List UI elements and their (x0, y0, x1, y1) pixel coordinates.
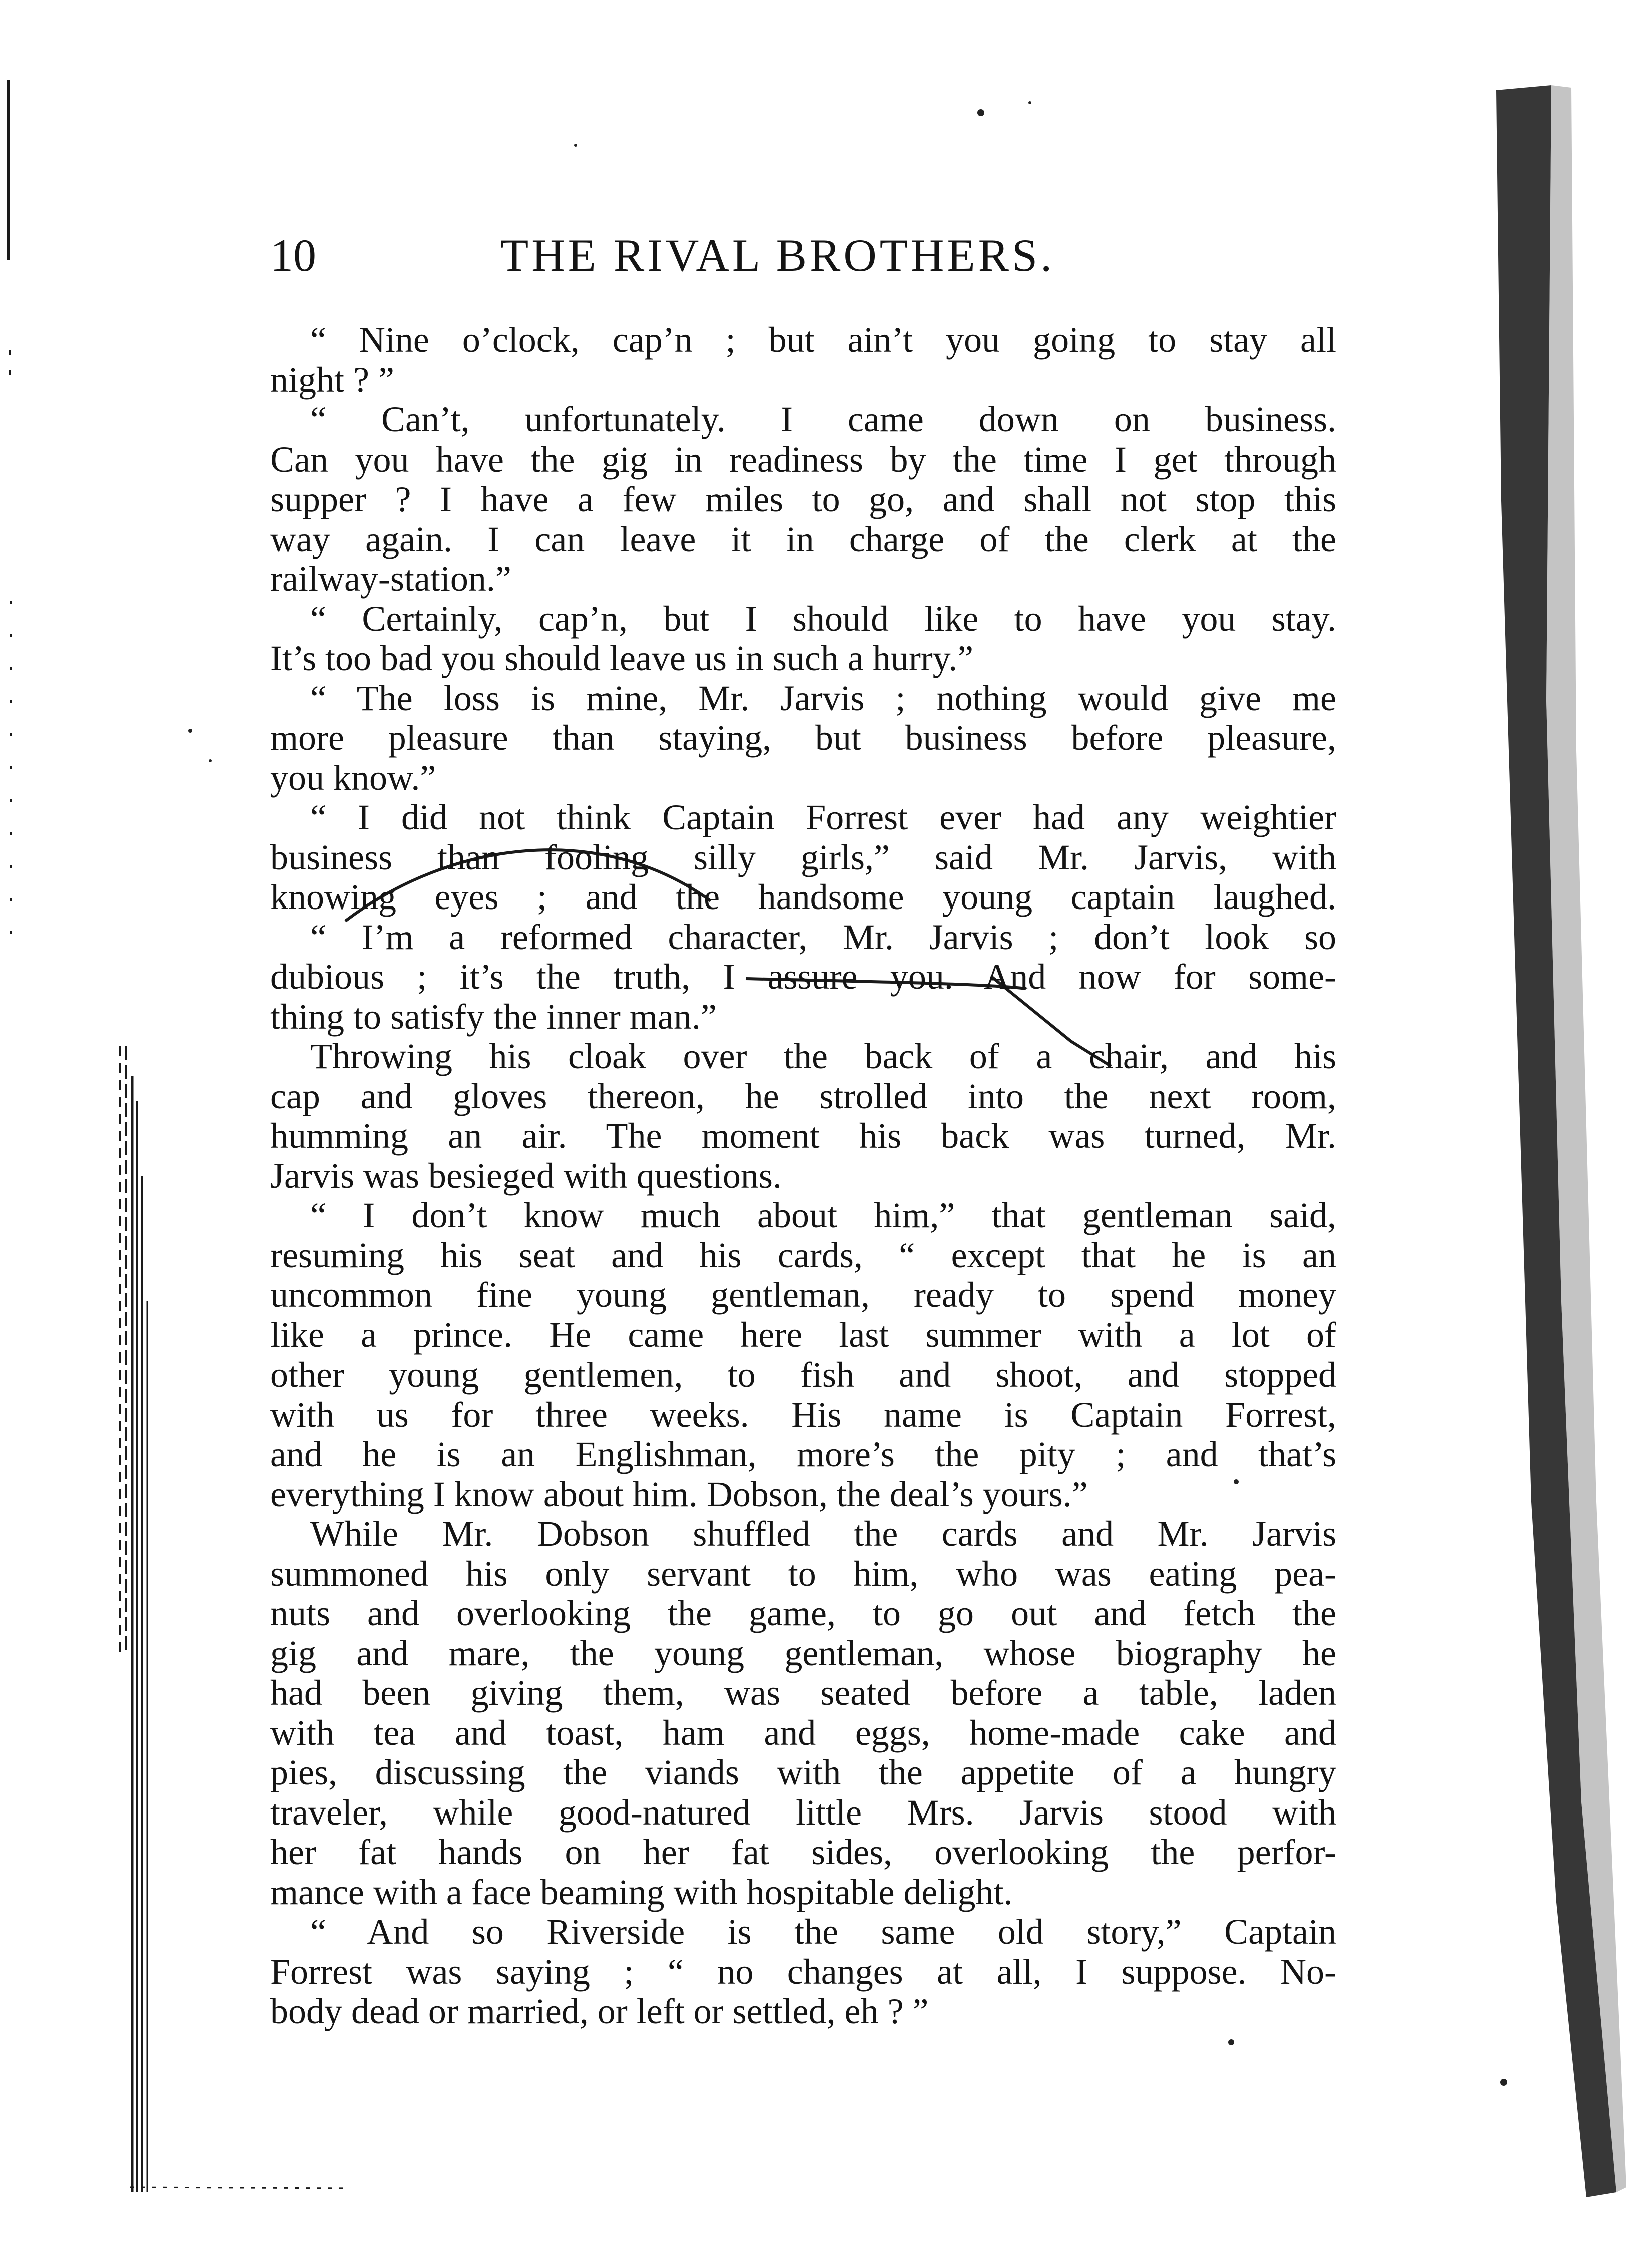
text-line: railway-station.” (270, 559, 511, 599)
text-line: had been giving them, was seated before a table, laden (270, 1673, 1336, 1713)
text-line: “ And so Riverside is the same old story,” Captain (310, 1912, 1336, 1952)
text-line: like a prince. He came here last summer with a lot of (270, 1314, 1336, 1355)
text-line: her fat hands on her fat sides, overlooking the perfor- (270, 1832, 1336, 1872)
text-line: nuts and overlooking the game, to go out and fetch the (270, 1593, 1336, 1633)
running-title: THE RIVAL BROTHERS. (500, 230, 1055, 281)
page-number: 10 (270, 230, 316, 281)
text-line: knowing eyes ; and the handsome young captain laughed. (270, 877, 1336, 917)
text-line: While Mr. Dobson shuffled the cards and Mr. Jarvis (310, 1514, 1336, 1554)
text-line: cap and gloves thereon, he strolled into the next room, (270, 1076, 1336, 1116)
binding-shadow-right (1546, 85, 1626, 2192)
text-line: Jarvis was besieged with questions. (270, 1155, 782, 1196)
text-line: traveler, while good-natured little Mrs. Jarvis stood with (270, 1792, 1336, 1833)
text-line: dubious ; it’s the truth, I assure you. And now for some- (270, 957, 1336, 997)
text-line: way again. I can leave it in charge of the clerk at the (270, 519, 1336, 559)
text-line: everything I know about him. Dobson, the deal’s yours.” (270, 1474, 1088, 1514)
text-line: humming an air. The moment his back was turned, Mr. (270, 1116, 1336, 1156)
page-header (270, 225, 1361, 295)
text-line: “ Nine o’clock, cap’n ; but ain’t you going to stay all (310, 320, 1336, 360)
text-line: uncommon fine young gentleman, ready to spend money (270, 1275, 1336, 1315)
text-line: resuming his seat and his cards, “ except that he is an (270, 1235, 1336, 1275)
text-line: pies, discussing the viands with the appetite of a hungry (270, 1752, 1336, 1792)
text-line: “ I’m a reformed character, Mr. Jarvis ; don’t look so (310, 917, 1336, 957)
text-line: “ Can’t, unfortunately. I came down on business. (310, 399, 1336, 439)
text-line: supper ? I have a few miles to go, and shall not stop this (270, 479, 1336, 519)
text-line: with us for three weeks. His name is Captain Forrest, (270, 1394, 1336, 1435)
text-line: other young gentlemen, to fish and shoot, and stopped (270, 1354, 1336, 1395)
text-line: with tea and toast, ham and eggs, home-made cake and (270, 1712, 1336, 1753)
text-line: “ I did not think Captain Forrest ever had any weightier (310, 797, 1336, 837)
text-line: mance with a face beaming with hospitable delight. (270, 1872, 1013, 1912)
text-line: more pleasure than staying, but business before pleasure, (270, 718, 1336, 758)
body-text (270, 320, 1336, 2032)
text-line: Can you have the gig in readiness by the time I get through (270, 439, 1336, 480)
text-line: night ? ” (270, 359, 394, 400)
text-line: and he is an Englishman, more’s the pity ; and that’s (270, 1434, 1336, 1474)
text-line: gig and mare, the young gentleman, whose biography he (270, 1633, 1336, 1673)
text-line: summoned his only servant to him, who was eating pea- (270, 1553, 1336, 1594)
text-line: “ The loss is mine, Mr. Jarvis ; nothing would give me (310, 678, 1336, 718)
text-line: “ I don’t know much about him,” that gentleman said, (310, 1195, 1336, 1235)
text-line: “ Certainly, cap’n, but I should like to have you stay. (310, 598, 1336, 639)
text-line: It’s too bad you should leave us in such a hurry.” (270, 638, 974, 678)
text-line: business than fooling silly girls,” said Mr. Jarvis, with (270, 837, 1336, 877)
binding-edge-right (1496, 85, 1616, 2197)
text-line: thing to satisfy the inner man.” (270, 996, 717, 1037)
text-line: Throwing his cloak over the back of a chair, and his (310, 1036, 1336, 1076)
text-line: body dead or married, or left or settled, eh ? ” (270, 1991, 929, 2031)
text-line: Forrest was saying ; “ no changes at all, I suppose. No- (270, 1951, 1336, 1992)
text-line: you know.” (270, 757, 436, 798)
